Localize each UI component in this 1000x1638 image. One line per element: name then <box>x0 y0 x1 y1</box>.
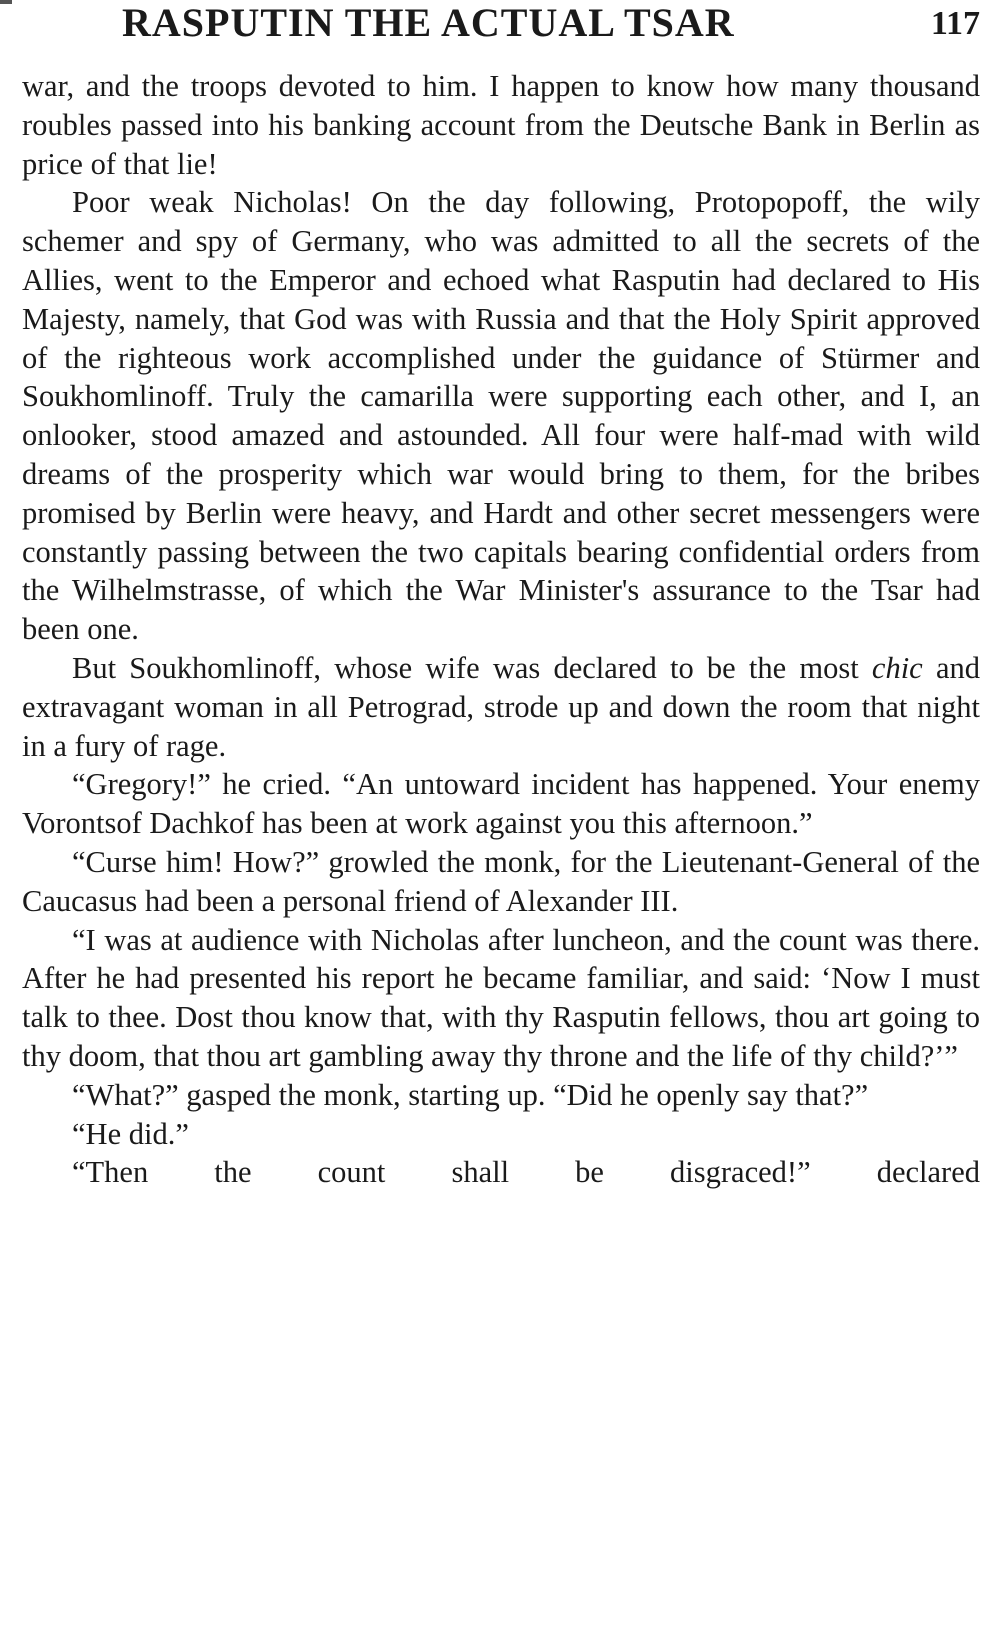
paragraph: “Curse him! How?” growled the monk, for the Lieutenant-General of the Caucasus had been a personal friend of Alexander III. <box>22 844 980 918</box>
running-title: RASPUTIN THE ACTUAL TSAR <box>122 0 735 45</box>
body-text <box>22 67 980 1192</box>
page-header <box>22 0 980 58</box>
paragraph-text: and extravagant woman in all Petrograd, strode up and down the room that night in a fury of rage. <box>22 650 980 763</box>
paragraph-text: But Soukhomlinoff, whose wife was declared to be the most <box>72 650 872 685</box>
paragraph: “I was at audience with Nicholas after luncheon, and the count was there. After he had presented his report he became familiar, and said: ‘Now I must talk to thee. Dost thou know that, with thy Rasputin fellows, thou art going to thy doom, that thou art gambling away thy throne and the life of thy child?’” <box>22 922 980 1073</box>
paragraph: “He did.” <box>72 1116 189 1151</box>
paragraph: war, and the troops devoted to him. I happen to know how many thousand roubles passed into his banking account from the Deutsche Bank in Berlin as price of that lie! <box>22 69 980 181</box>
paragraph: “Gregory!” he cried. “An untoward incident has happened. Your enemy Vorontsof Dachkof has been at work against you this afternoon.” <box>22 767 980 841</box>
italic-word: chic <box>871 650 923 685</box>
page-number: 117 <box>930 5 980 42</box>
paragraph: Poor weak Nicholas! On the day following, Protopopoff, the wily schemer and spy of Germany, who was admitted to all the secrets of the Allies, went to the Emperor and echoed what Rasputin had declared to His Majesty, namely, that God was with Russia and that the Holy Spirit approved of the righteous work accomplished under the guidance of Stürmer and Soukhomlinoff. Truly the camarilla were supporting each other, and I, an onlooker, stood amazed and astounded. All four were half-mad with wild dreams of the prosperity which war would bring to them, for the bribes promised by Berlin were heavy, and Hardt and other secret messengers were constantly passing between the two capitals bearing confidential orders from the Wilhelmstrasse, of which the War Minister's assurance to the Tsar had been one. <box>22 185 980 647</box>
paragraph: “What?” gasped the monk, starting up. “Did he openly say that?” <box>72 1077 869 1112</box>
scan-mark <box>0 0 12 4</box>
paragraph <box>22 649 980 765</box>
book-page <box>22 0 980 1192</box>
paragraph: “Then the count shall be disgraced!” declared <box>72 1155 980 1190</box>
